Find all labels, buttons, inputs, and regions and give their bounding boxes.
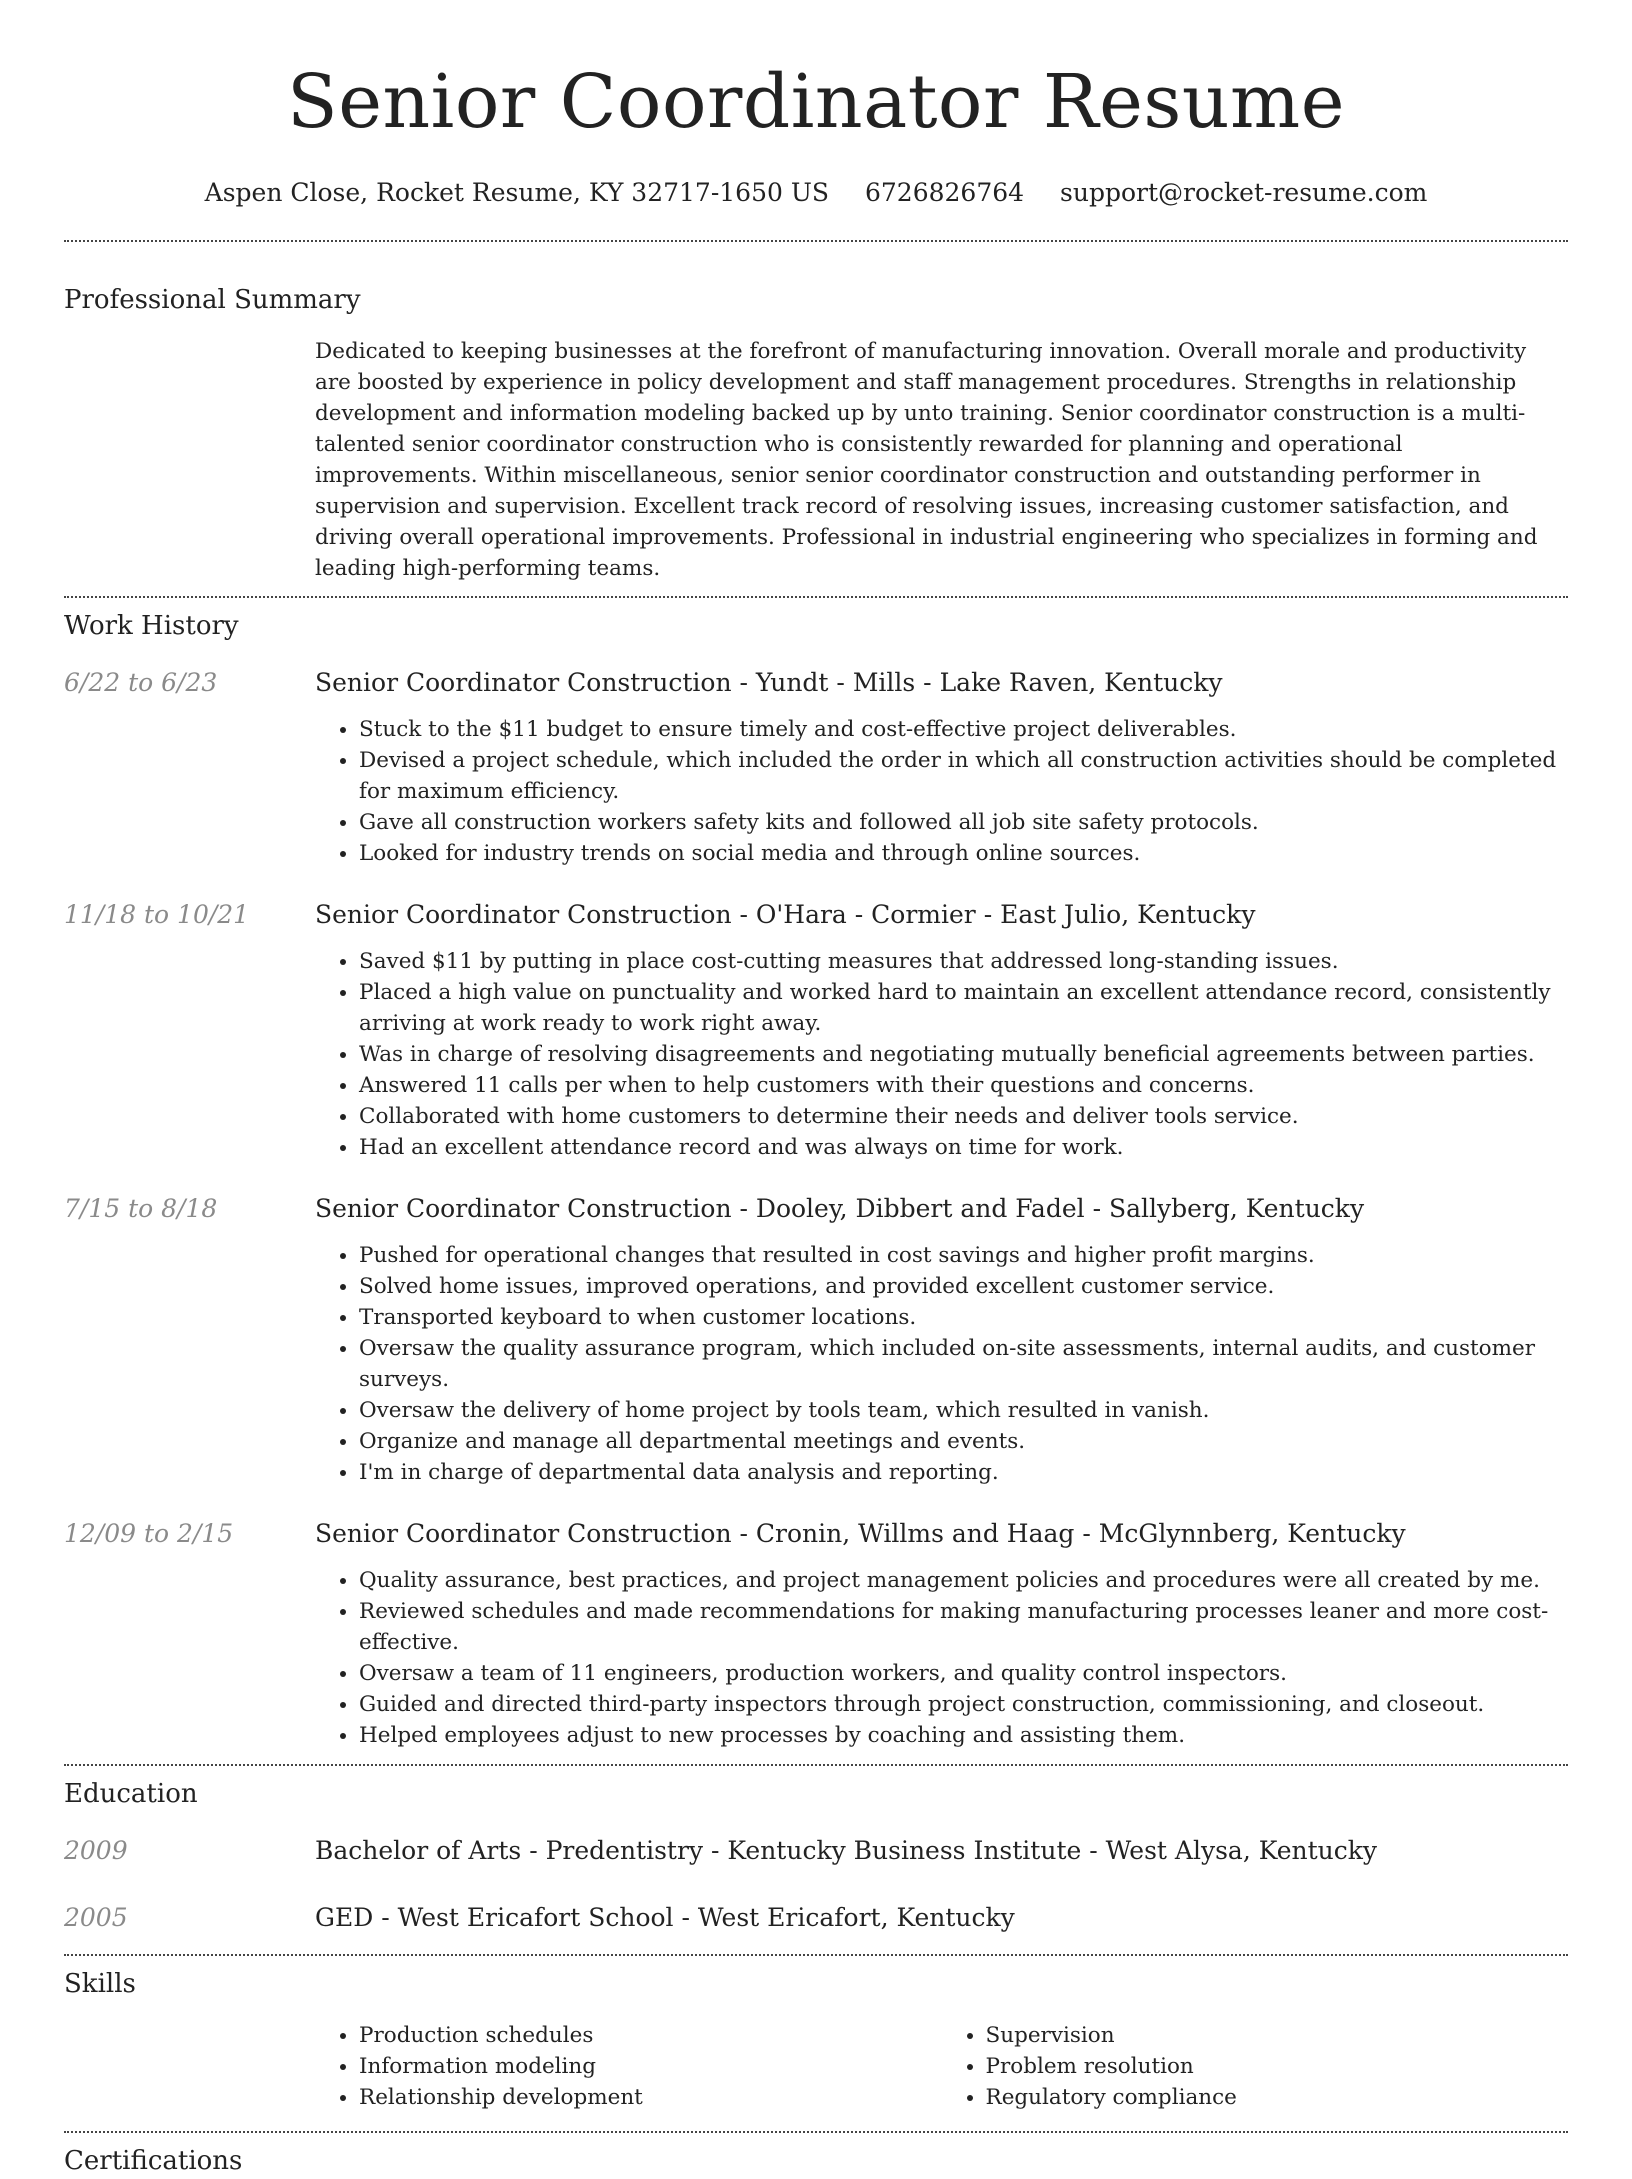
list-item: • Saved $11 by putting in place cost-cutting measures that addressed long-standing issues.	[359, 946, 1568, 977]
summary-row	[64, 336, 1568, 584]
list-item: • Placed a high value on punctuality and worked hard to maintain an excellent attendance record, consistently arriving at work ready to work right away.	[359, 977, 1568, 1039]
job-entry	[64, 1192, 1568, 1488]
contact-line	[64, 176, 1568, 210]
job-dates: 6/22 to 6/23	[64, 668, 218, 697]
job-dates: 12/09 to 2/15	[64, 1519, 234, 1548]
summary-spacer	[64, 336, 315, 584]
job-entry	[64, 666, 1568, 869]
skill-item: • Production schedules	[359, 2020, 942, 2051]
education-year: 2009	[64, 1836, 128, 1865]
skill-item: • Supervision	[986, 2020, 1569, 2051]
section-divider	[64, 1954, 1568, 1956]
list-item: • Collaborated with home customers to determine their needs and deliver tools service.	[359, 1101, 1568, 1132]
list-item: • I'm in charge of departmental data analysis and reporting.	[359, 1457, 1568, 1488]
skills-row	[64, 2020, 1568, 2113]
skills-spacer	[64, 2020, 315, 2113]
section-divider	[64, 2131, 1568, 2133]
skills-list-right	[942, 2020, 1569, 2113]
skills-heading: Skills	[64, 1969, 136, 1999]
list-item: • Oversaw the delivery of home project by tools team, which resulted in vanish.	[359, 1395, 1568, 1426]
summary-heading: Professional Summary	[64, 285, 361, 315]
certifications-heading: Certifications	[64, 2146, 243, 2176]
work-heading: Work History	[64, 611, 239, 641]
job-title: Senior Coordinator Construction - O'Hara - Cormier - East Julio, Kentucky	[315, 900, 1256, 929]
job-entry	[64, 898, 1568, 1163]
list-item: • Guided and directed third-party inspectors through project construction, commissioning, and closeout.	[359, 1689, 1568, 1720]
section-divider	[64, 240, 1568, 242]
list-item: • Solved home issues, improved operations, and provided excellent customer service.	[359, 1271, 1568, 1302]
list-item: • Stuck to the $11 budget to ensure timely and cost-effective project deliverables.	[359, 714, 1568, 745]
skill-item: • Information modeling	[359, 2051, 942, 2082]
list-item: • Organize and manage all departmental meetings and events.	[359, 1426, 1568, 1457]
job-bullets	[315, 1240, 1568, 1488]
education-entry	[64, 1834, 1568, 1868]
list-item: • Pushed for operational changes that resulted in cost savings and higher profit margins.	[359, 1240, 1568, 1271]
job-title: Senior Coordinator Construction - Cronin, Willms and Haag - McGlynnberg, Kentucky	[315, 1519, 1406, 1548]
skills-list-left	[315, 2020, 942, 2113]
job-bullets	[315, 714, 1568, 869]
job-dates: 11/18 to 10/21	[64, 900, 250, 929]
list-item: • Looked for industry trends on social media and through online sources.	[359, 838, 1568, 869]
skill-item: • Regulatory compliance	[986, 2082, 1569, 2113]
list-item: • Reviewed schedules and made recommendations for making manufacturing processes leaner and more cost-effective.	[359, 1596, 1568, 1658]
job-entry	[64, 1517, 1568, 1751]
list-item: • Oversaw a team of 11 engineers, production workers, and quality control inspectors.	[359, 1658, 1568, 1689]
list-item: • Helped employees adjust to new processes by coaching and assisting them.	[359, 1720, 1568, 1751]
list-item: • Oversaw the quality assurance program, which included on-site assessments, internal audits, and customer surveys.	[359, 1333, 1568, 1395]
contact-address: Aspen Close, Rocket Resume, KY 32717-1650 US	[204, 178, 830, 207]
skill-item: • Relationship development	[359, 2082, 942, 2113]
job-title: Senior Coordinator Construction - Yundt - Mills - Lake Raven, Kentucky	[315, 668, 1223, 697]
list-item: • Quality assurance, best practices, and project management policies and procedures were all created by me.	[359, 1565, 1568, 1596]
list-item: • Devised a project schedule, which included the order in which all construction activities should be completed for maximum efficiency.	[359, 745, 1568, 807]
list-item: • Answered 11 calls per when to help customers with their questions and concerns.	[359, 1070, 1568, 1101]
job-bullets	[315, 946, 1568, 1163]
list-item: • Gave all construction workers safety kits and followed all job site safety protocols.	[359, 807, 1568, 838]
contact-phone: 6726826764	[865, 178, 1025, 207]
section-divider	[64, 596, 1568, 598]
skill-item: • Problem resolution	[986, 2051, 1569, 2082]
section-divider	[64, 1764, 1568, 1766]
education-year: 2005	[64, 1903, 128, 1932]
education-text: Bachelor of Arts - Predentistry - Kentucky Business Institute - West Alysa, Kentucky	[315, 1836, 1378, 1865]
education-entry	[64, 1901, 1568, 1935]
education-text: GED - West Ericafort School - West Ericafort, Kentucky	[315, 1903, 1015, 1932]
resume-title: Senior Coordinator Resume	[287, 59, 1345, 145]
education-heading: Education	[64, 1779, 198, 1809]
resume-page	[64, 0, 1568, 2179]
contact-email: support@rocket-resume.com	[1060, 178, 1428, 207]
job-dates: 7/15 to 8/18	[64, 1194, 218, 1223]
job-title: Senior Coordinator Construction - Dooley, Dibbert and Fadel - Sallyberg, Kentucky	[315, 1194, 1365, 1223]
job-bullets	[315, 1565, 1568, 1751]
summary-text: Dedicated to keeping businesses at the forefront of manufacturing innovation. Overall morale and productivity are boosted by experience in policy development and staff management procedures. Strengths in relationship development and information modeling backed up by unto training. Senior coordinator construction is a multi-talented senior coordinator construction who is consistently rewarded for planning and operational improvements. Within miscellaneous, senior senior coordinator construction and outstanding performer in supervision and supervision. Excellent track record of resolving issues, increasing customer satisfaction, and driving overall operational improvements. Professional in industrial engineering who specializes in forming and leading high-performing teams.	[315, 339, 1538, 581]
list-item: • Transported keyboard to when customer locations.	[359, 1302, 1568, 1333]
list-item: • Had an excellent attendance record and was always on time for work.	[359, 1132, 1568, 1163]
list-item: • Was in charge of resolving disagreements and negotiating mutually beneficial agreements between parties.	[359, 1039, 1568, 1070]
